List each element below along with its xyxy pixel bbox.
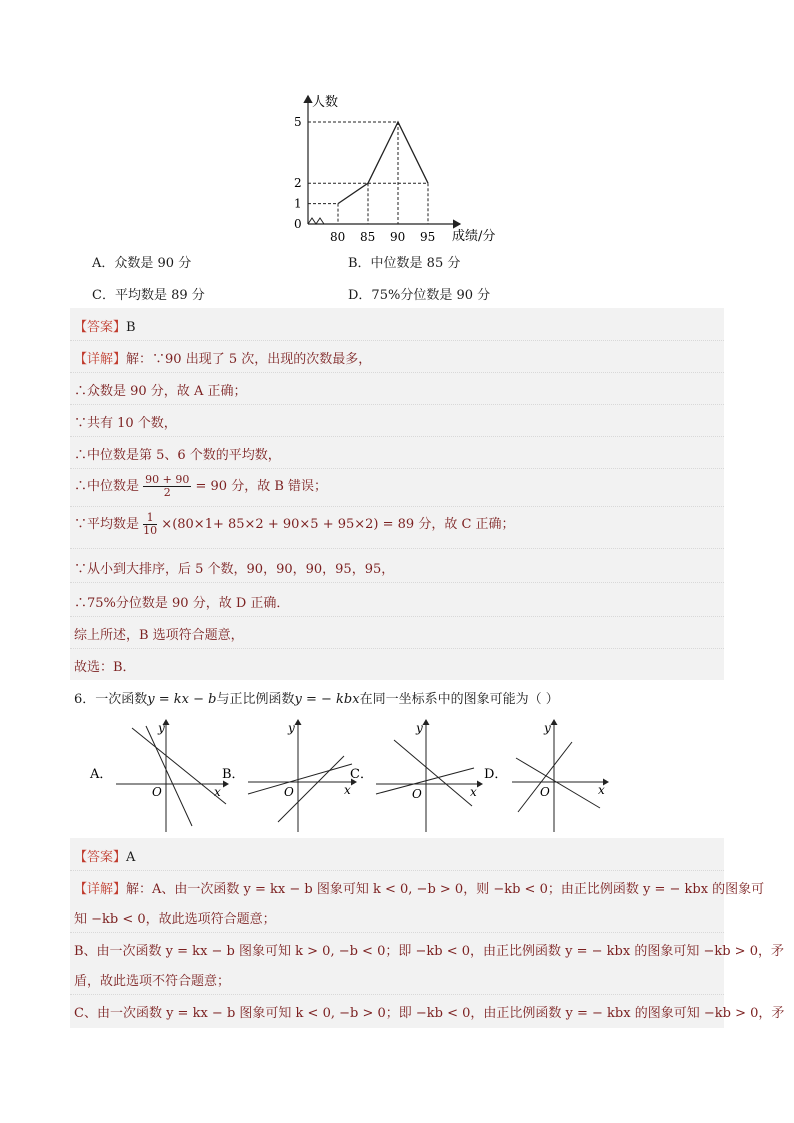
svg-text:x: x — [214, 785, 221, 799]
q5-option-b: B．中位数是 85 分 — [348, 256, 461, 271]
q6-answer-letter: A — [126, 850, 136, 865]
q5-detail-line-2: ∴众数是 90 分，故 A 正确； — [74, 384, 247, 399]
score-line-chart — [280, 88, 520, 248]
graph-d-label: D． — [484, 767, 508, 782]
q6-detail-line-3: B、由一次函数 y = kx − b 图象可知 k > 0, −b < 0；即 −kb < 0，由正比例函数 y = − kbx 的图象可知 −kb > 0，矛 — [74, 944, 784, 959]
svg-text:y: y — [158, 721, 165, 735]
q6-detail-line-1: 【详解】解：A、由一次函数 y = kx − b 图象可知 k < 0, −b > 0，则 −kb < 0；由正比例函数 y = − kbx 的图象可 — [74, 882, 765, 897]
q5-option-a: A．众数是 90 分 — [92, 256, 192, 271]
q5-answer-block — [70, 308, 724, 680]
graph-a-line-1 — [132, 728, 226, 804]
origin-label: 0 — [294, 217, 302, 231]
x-axis-label: 成绩/分 — [452, 229, 496, 244]
q5-detail-line-3: ∵共有 10 个数， — [74, 416, 177, 431]
x-tick-95: 95 — [420, 230, 436, 244]
svg-text:O: O — [284, 785, 294, 799]
graph-d — [484, 720, 608, 832]
y-tick-1: 1 — [294, 196, 302, 211]
q5-detail-line-5: ∴中位数是 $\frac{90 + 90}{2}$ = 90 分，故 B 错误； — [74, 473, 328, 499]
q6-stem: 6．一次函数y = kx − b与正比例函数y = − kbx在同一坐标系中的图象可能为（ ） — [74, 692, 559, 707]
graph-c-label: C． — [350, 767, 373, 782]
q6-answer-line: 【答案】A — [74, 850, 136, 865]
graph-b-label: B． — [222, 767, 245, 782]
graph-c-line-1 — [376, 768, 474, 794]
svg-text:O: O — [540, 785, 550, 799]
svg-text:y: y — [544, 721, 551, 735]
svg-text:x: x — [470, 785, 477, 799]
q5-option-d: D．75%分位数是 90 分 — [348, 288, 491, 303]
q5-detail-line-4: ∴中位数是第 5、6 个数的平均数， — [74, 448, 281, 463]
q5-detail-line-6: ∵平均数是 $\frac{1}{10}$ ×(80×1+ 85×2 + 90×5 + 95×2) = 89 分，故 C 正确； — [74, 511, 515, 537]
q5-detail-line-8: ∴75%分位数是 90 分，故 D 正确． — [74, 596, 290, 611]
q5-detail-line-1: 【详解】解：∵90 出现了 5 次，出现的次数最多， — [74, 352, 372, 367]
q6-graphs — [88, 712, 628, 836]
x-tick-85: 85 — [360, 230, 376, 244]
y-tick-2: 2 — [294, 176, 302, 191]
mean-fraction: $\frac{1}{10}$ — [143, 511, 158, 537]
graph-a-line-2 — [146, 726, 192, 826]
graph-d-line-1 — [516, 758, 600, 808]
q6-detail-line-4: 盾，故此选项不符合题意； — [74, 974, 231, 989]
x-tick-90: 90 — [390, 230, 406, 244]
graph-a — [89, 720, 228, 832]
q5-answer-letter: B — [126, 320, 136, 335]
graph-c — [350, 720, 482, 832]
q6-detail-line-5: C、由一次函数 y = kx − b 图象可知 k < 0, −b > 0；即 −kb < 0，由正比例函数 y = − kbx 的图象可知 −kb > 0，矛 — [74, 1006, 785, 1021]
q6-answer-block — [70, 838, 785, 1028]
svg-text:y: y — [288, 721, 295, 735]
q5-detail-line-9: 综上所述，B 选项符合题意， — [74, 628, 244, 643]
graph-b-line-1 — [248, 764, 352, 794]
graph-c-line-2 — [394, 740, 472, 806]
q5-answer-line: 【答案】B — [74, 320, 136, 335]
graph-b — [222, 720, 356, 832]
axis-break-zigzag — [308, 218, 324, 224]
graph-a-label: A． — [90, 767, 113, 782]
y-axis-label: 人数 — [312, 95, 339, 110]
x-tick-80: 80 — [330, 230, 346, 244]
median-fraction: $\frac{90 + 90}{2}$ — [145, 473, 190, 499]
svg-text:O: O — [412, 787, 422, 801]
q5-detail-line-7: ∵从小到大排序，后 5 个数，90，90，90，95，95， — [74, 562, 395, 577]
svg-text:y: y — [416, 721, 423, 735]
q5-option-c: C．平均数是 89 分 — [92, 288, 205, 303]
graph-d-line-2 — [518, 742, 572, 812]
q5-detail-line-10: 故选：B． — [74, 660, 136, 675]
score-series-line — [338, 122, 428, 204]
svg-text:x: x — [598, 783, 605, 797]
y-tick-5: 5 — [294, 115, 302, 129]
svg-text:O: O — [152, 785, 162, 799]
svg-text:x: x — [344, 783, 351, 797]
q6-detail-line-2: 知 −kb < 0，故此选项符合题意； — [74, 912, 276, 927]
